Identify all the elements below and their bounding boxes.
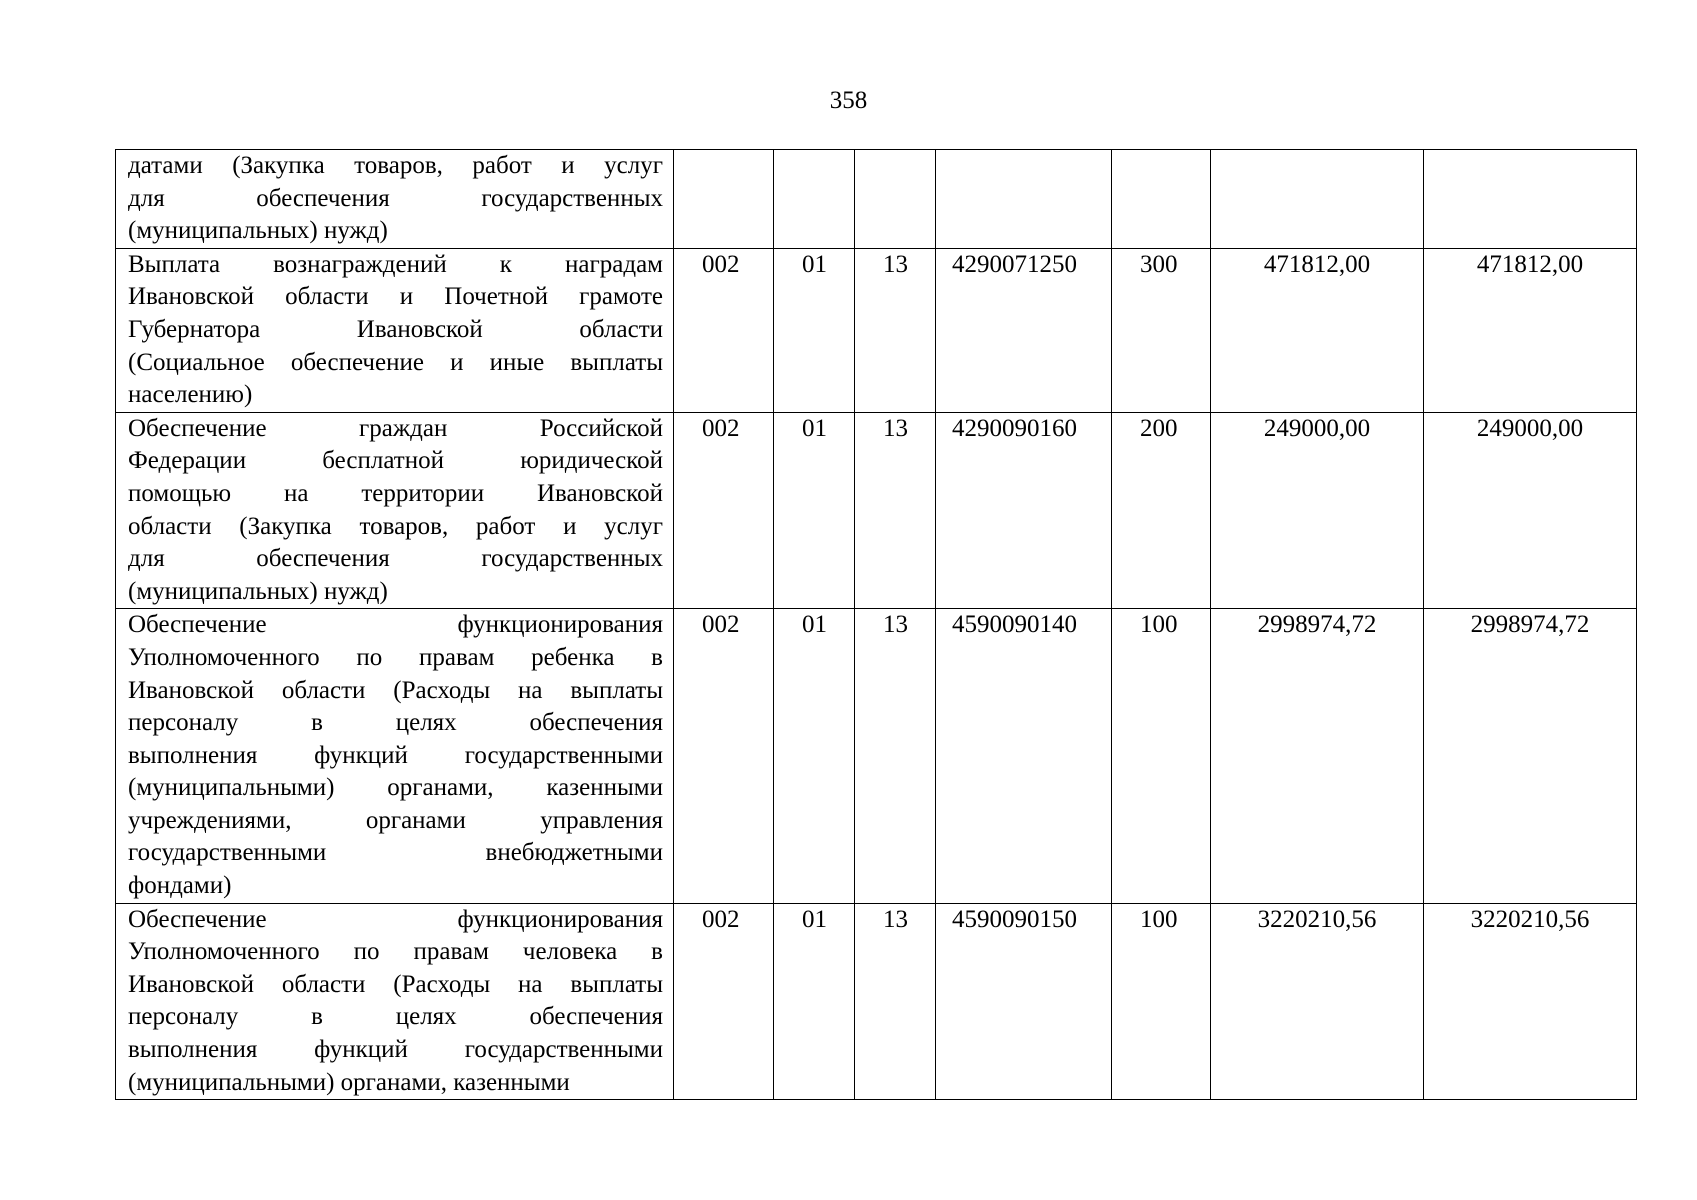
- table-row: [116, 412, 1637, 609]
- expense-type-cell: 300: [1112, 248, 1211, 412]
- amount-cell-1: 471812,00: [1211, 248, 1424, 412]
- table-row: [116, 150, 1637, 249]
- description-line: Губернатора Ивановской области: [128, 315, 663, 343]
- expense-description-cell: [116, 903, 674, 1100]
- ministry-code-cell: 002: [674, 248, 774, 412]
- description-line: персоналу в целях обеспечения: [128, 709, 663, 737]
- description-line: персоналу в целях обеспечения: [128, 1003, 663, 1031]
- amount-cell-1: 2998974,72: [1211, 609, 1424, 903]
- description-line: Уполномоченного по правам человека в: [128, 938, 663, 966]
- expense-type-cell: 200: [1112, 412, 1211, 609]
- ministry-code-cell: 002: [674, 609, 774, 903]
- target-article-cell: 4590090140: [936, 609, 1112, 903]
- section-code-cell: [774, 150, 855, 249]
- expense-description-cell: [116, 412, 674, 609]
- description-line: Ивановской области (Расходы на выплаты: [128, 676, 663, 704]
- description-line: Ивановской области и Почетной грамоте: [128, 283, 663, 311]
- description-line: (муниципальных) нужд): [128, 217, 388, 245]
- description-line: Уполномоченного по правам ребенка в: [128, 643, 663, 671]
- amount-cell-1: [1211, 150, 1424, 249]
- description-line: учреждениями, органами управления: [128, 806, 663, 834]
- ministry-code-cell: 002: [674, 412, 774, 609]
- description-line: выполнения функций государственными: [128, 1036, 663, 1064]
- subsection-code-cell: 13: [855, 412, 936, 609]
- subsection-code-cell: 13: [855, 609, 936, 903]
- target-article-cell: 4590090150: [936, 903, 1112, 1100]
- description-line: датами (Закупка товаров, работ и услуг: [128, 152, 663, 179]
- description-line: области (Закупка товаров, работ и услуг: [128, 512, 663, 540]
- amount-cell-2: 2998974,72: [1424, 609, 1637, 903]
- table-row: [116, 609, 1637, 903]
- amount-cell-1: 249000,00: [1211, 412, 1424, 609]
- section-code-cell: 01: [774, 248, 855, 412]
- amount-cell-1: 3220210,56: [1211, 903, 1424, 1100]
- expense-description-cell: [116, 248, 674, 412]
- description-line: Выплата вознаграждений к наградам: [128, 250, 663, 278]
- subsection-code-cell: [855, 150, 936, 249]
- target-article-cell: 4290090160: [936, 412, 1112, 609]
- subsection-code-cell: 13: [855, 903, 936, 1100]
- section-code-cell: 01: [774, 412, 855, 609]
- description-line: Обеспечение функционирования: [128, 611, 663, 639]
- amount-cell-2: [1424, 150, 1637, 249]
- amount-cell-2: 3220210,56: [1424, 903, 1637, 1100]
- description-line: (муниципальных) нужд): [128, 577, 388, 605]
- expense-description-cell: [116, 609, 674, 903]
- ministry-code-cell: 002: [674, 903, 774, 1100]
- expense-type-cell: 100: [1112, 609, 1211, 903]
- amount-cell-2: 249000,00: [1424, 412, 1637, 609]
- description-line: (муниципальными) органами, казенными: [128, 1068, 570, 1096]
- section-code-cell: 01: [774, 903, 855, 1100]
- description-line: (муниципальными) органами, казенными: [128, 774, 663, 802]
- section-code-cell: 01: [774, 609, 855, 903]
- amount-cell-2: 471812,00: [1424, 248, 1637, 412]
- ministry-code-cell: [674, 150, 774, 249]
- description-line: государственными внебюджетными: [128, 839, 663, 867]
- description-line: населению): [128, 381, 253, 409]
- target-article-cell: [936, 150, 1112, 249]
- description-line: Ивановской области (Расходы на выплаты: [128, 970, 663, 998]
- description-line: для обеспечения государственных: [128, 545, 663, 573]
- description-line: для обеспечения государственных: [128, 184, 663, 212]
- description-line: фондами): [128, 872, 232, 900]
- budget-table: [115, 149, 1637, 1100]
- target-article-cell: 4290071250: [936, 248, 1112, 412]
- description-line: Обеспечение граждан Российской: [128, 414, 663, 442]
- description-line: помощью на территории Ивановской: [128, 479, 663, 507]
- description-line: Обеспечение функционирования: [128, 905, 663, 933]
- description-line: Федерации бесплатной юридической: [128, 447, 663, 475]
- page-number: 358: [829, 87, 868, 114]
- subsection-code-cell: 13: [855, 248, 936, 412]
- table-row: [116, 903, 1637, 1100]
- expense-description-cell: [116, 150, 674, 249]
- description-line: выполнения функций государственными: [128, 741, 663, 769]
- expense-type-cell: [1112, 150, 1211, 249]
- table-row: [116, 248, 1637, 412]
- description-line: (Социальное обеспечение и иные выплаты: [128, 348, 663, 376]
- expense-type-cell: 100: [1112, 903, 1211, 1100]
